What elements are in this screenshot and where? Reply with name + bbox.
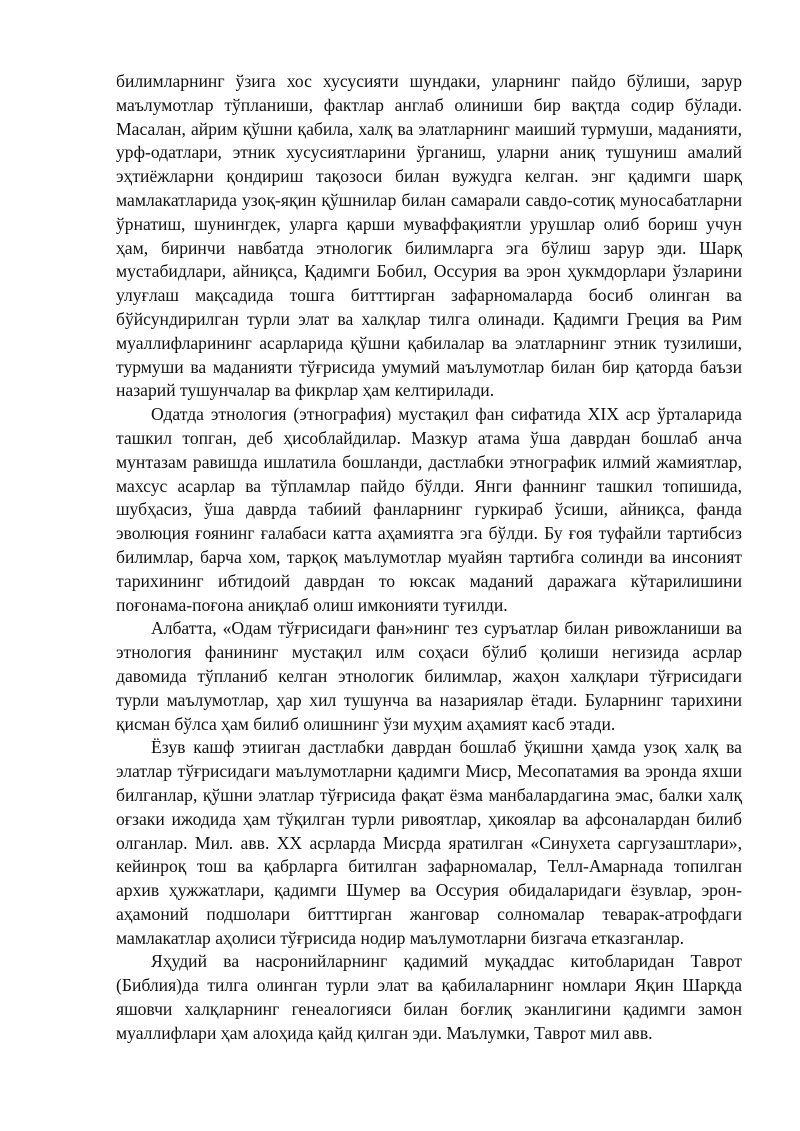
document-page (116, 70, 742, 1046)
paragraph-5: Яҳудий ва насронийларнинг қадимий муқаддас китобларидан Таврот (Библия)да тилга олинган турли элат ва қабилаларнинг номлари Яқин Шарқда яшовчи халқларнинг генеалогияси билан боғлиқ эканлигини қадимги замон муаллифлари ҳам алоҳида қайд қилган эди. Маълумки, Таврот мил авв. (116, 951, 742, 1043)
paragraph-3: Албатта, «Одам тўғрисидаги фан»нинг тез суръатлар билан ривожланиши ва этнология фанининг мустақил илм соҳаси бўлиб қолиши негизида асрлар давомида тўпланиб келган этнологик билимлар, жаҳон халқлари тўғрисидаги турли маълумотлар, ҳар хил тушунча ва назариялар ётади. Буларнинг тарихини қисман бўлса ҳам билиб олишнинг ўзи муҳим аҳамият касб этади. (116, 618, 742, 734)
paragraph-2: Одатда этнология (этнография) мустақил фан сифатида XIX аср ўрталарида ташкил топган, деб ҳисоблайдилар. Мазкур атама ўша даврдан бошлаб анча мунтазам равишда ишлатила бошланди, дастлабки этнографик илмий жамиятлар, махсус асарлар ва тўпламлар пайдо бўлди. Янги фаннинг ташкил топишида, шубҳасиз, ўша даврда табиий фанларнинг гуркираб ўсиши, айниқса, фанда эволюция ғоянинг ғалабаси катта аҳамиятга эга бўлди. Бу ғоя туфайли тартибсиз билимлар, барча хом, тарқоқ маълумотлар муайян тартибга солинди ва инсоният тарихининг ибтидоий даврдан то юксак маданий даражага кўтарилишини поғонама-поғона аниқлаб олиш имконияти туғилди. (116, 404, 742, 615)
paragraph-4: Ёзув кашф этииган дастлабки даврдан бошлаб ўқишни ҳамда узоқ халқ ва элатлар тўғрисидаги маълумотларни қадимги Миср, Месопатамия ва эронда яхши билганлар, қўшни элатлар тўғрисида фақат ёзма манбалардагина эмас, балки халқ оғзаки ижодида ҳам тўқилган турли ривоятлар, ҳикоялар ва афсоналардан билиб олганлар. Мил. авв. XX асрларда Мисрда яратилган «Синухета саргузаштлари», кейинроқ тош ва қабрларга битилган зафарномалар, Телл-Амарнада топилган архив ҳужжатлари, қадимги Шумер ва Оссурия обидаларидаги ёзувлар, эрон-аҳамоний подшолари битттирган жанговар солномалар теварак-атрофдаги мамлакатлар аҳолиси тўғрисида нодир маълумотларни бизгача етказганлар. (116, 737, 742, 948)
paragraph-1: билимларнинг ўзига хос хусусияти шундаки, уларнинг пайдо бўлиши, зарур маълумотлар тўпланиши, фактлар англаб олиниши бир вақтда содир бўлади. Масалан, айрим қўшни қабила, халқ ва элатларнинг маиший турмуши, маданияти, урф-одатлари, этник хусусиятларини ўрганиш, уларни аниқ тушуниш амалий эҳтиёжларни қондириш тақозоси билан вужудга келган. энг қадимги шарқ мамлакатларида узоқ-яқин қўшнилар билан самарали савдо-сотиқ муносабатларни ўрнатиш, шунингдек, уларга қарши муваффақиятли урушлар олиб бориш учун ҳам, биринчи навбатда этнологик билимларга эга бўлиш зарур эди. Шарқ мустабидлари, айниқса, Қадимги Бобил, Оссурия ва эрон ҳукмдорлари ўзларини улуғлаш мақсадида тошга битттирган зафарномаларда босиб олинган ва бўйсундирилган турли элат ва халқлар тилга олинади. Қадимги Греция ва Рим муаллифларининг асарларида қўшни қабилалар ва элатларнинг этник тузилиши, турмуши ва маданияти тўғрисида умумий маълумотлар билан бир қаторда баъзи назарий тушунчалар ва фикрлар ҳам келтирилади. (116, 71, 742, 401)
